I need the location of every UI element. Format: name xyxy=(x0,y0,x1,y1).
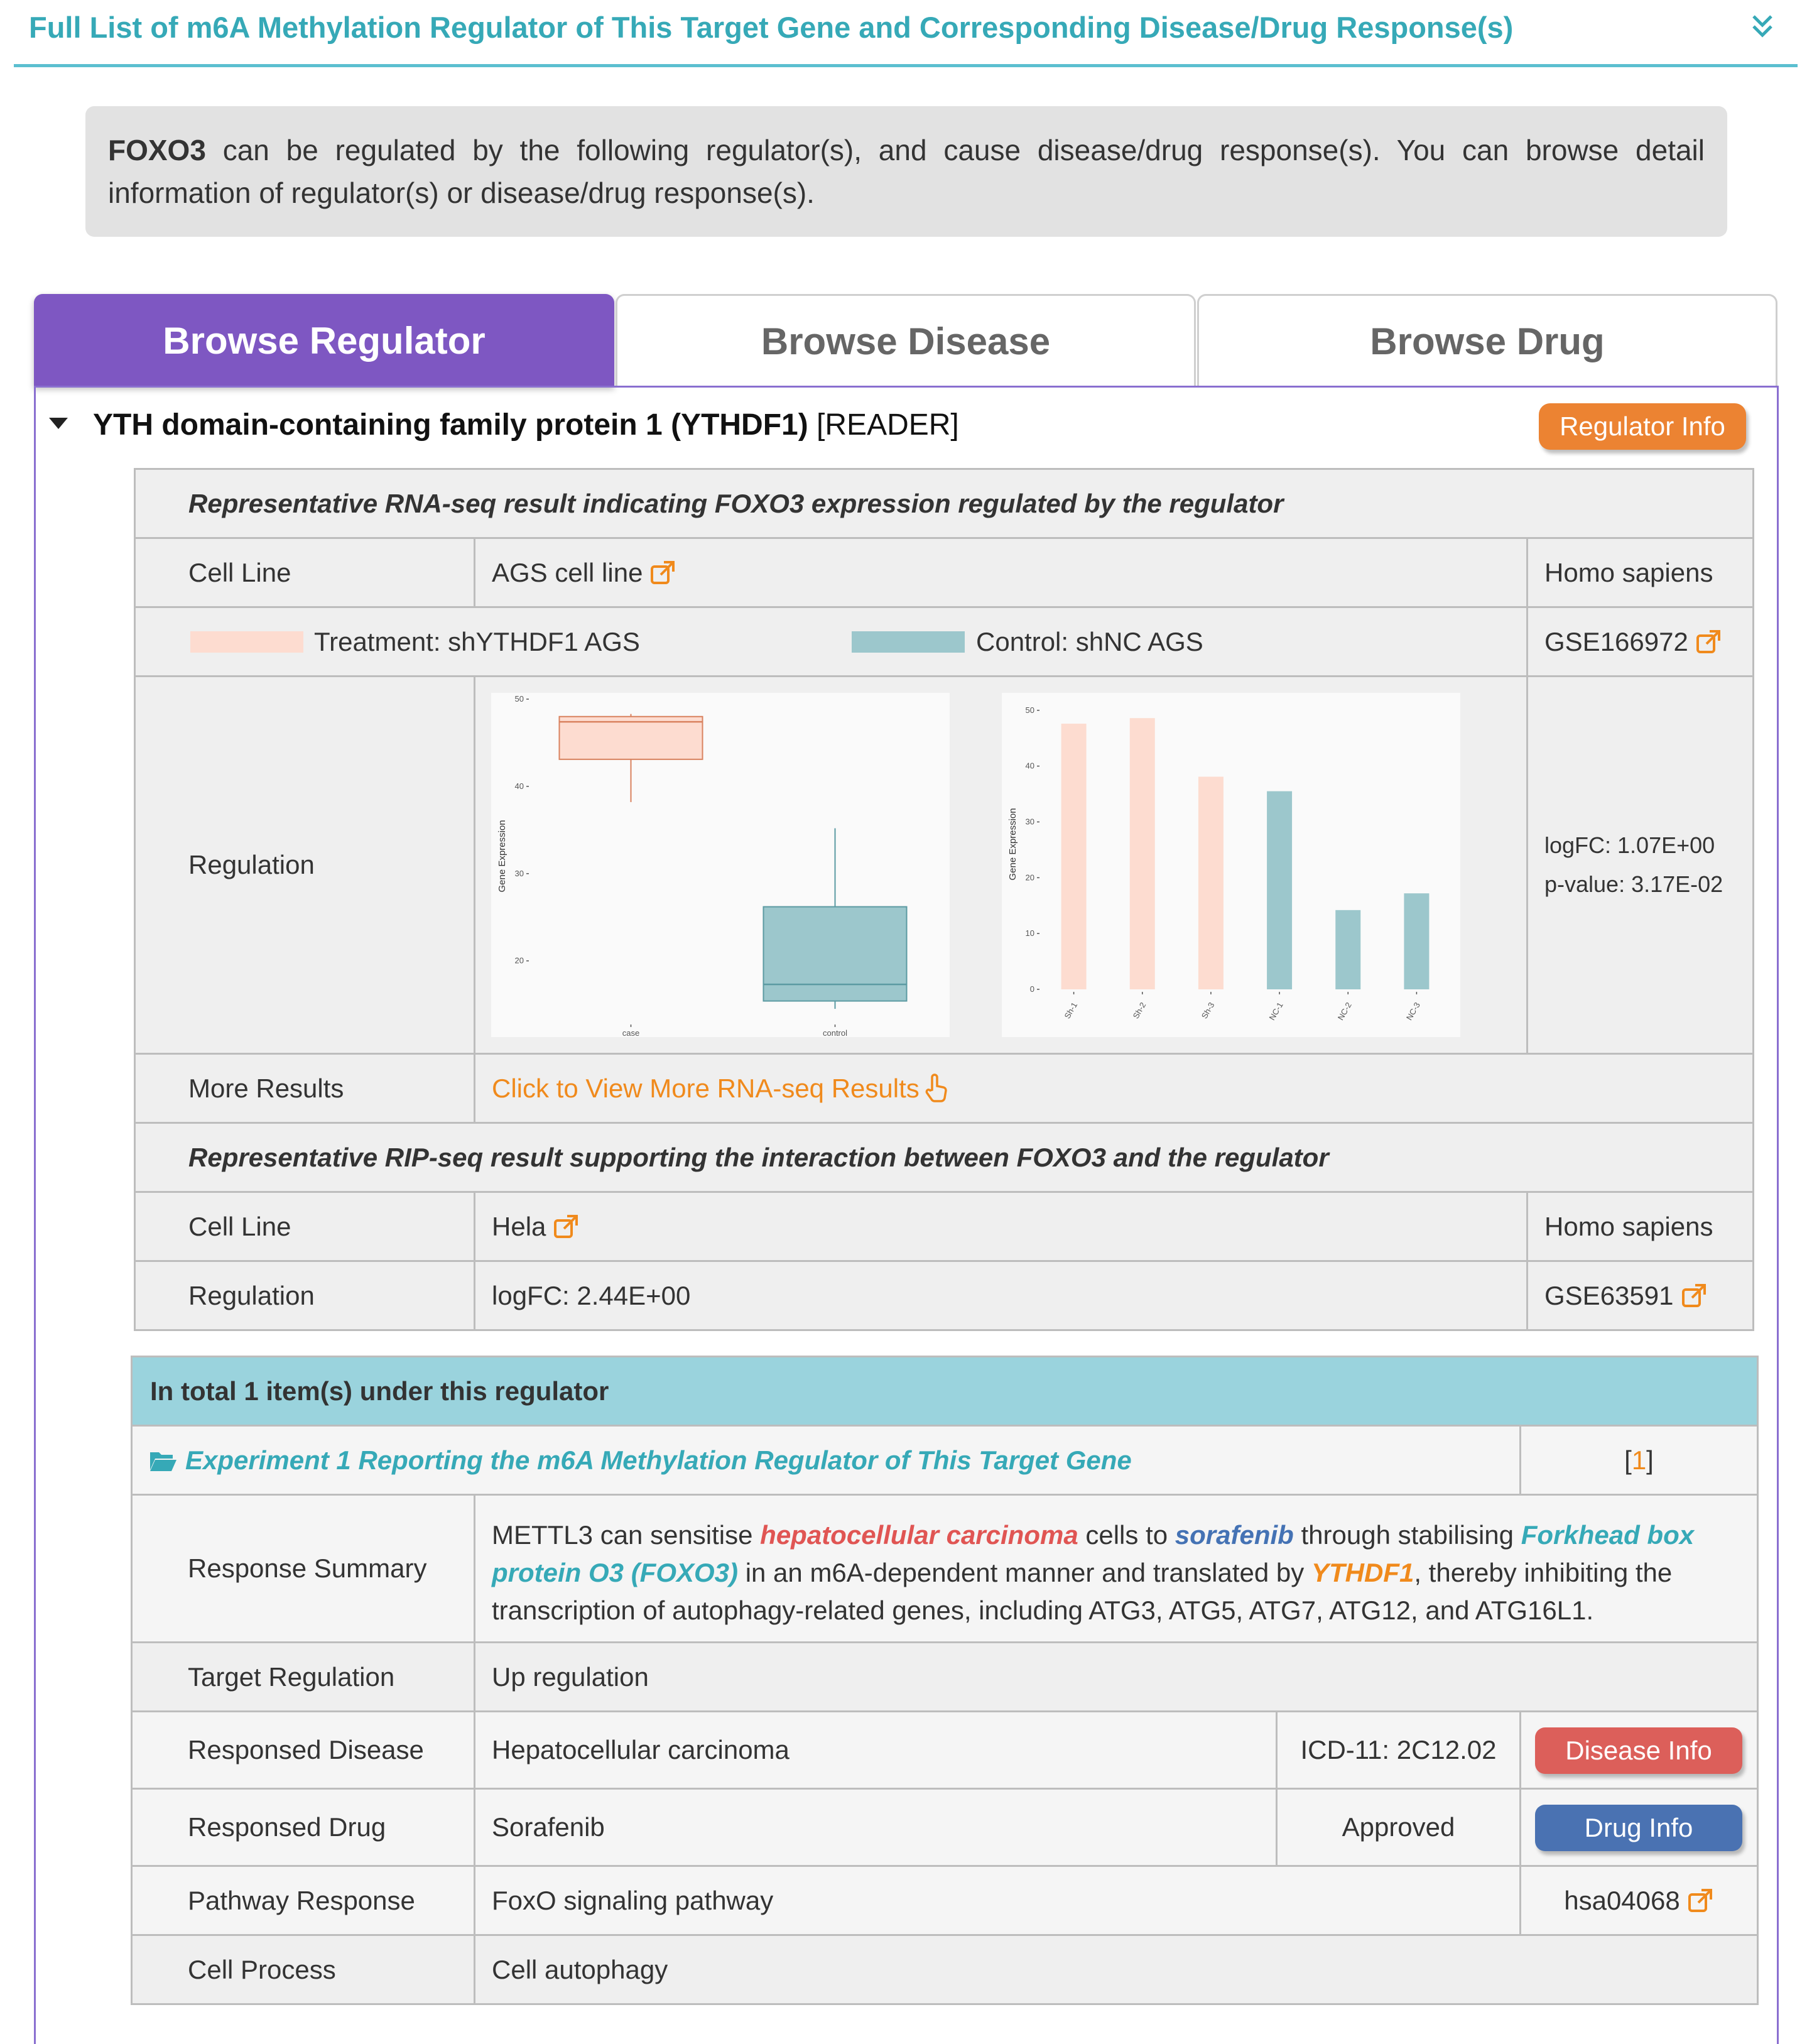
rnaseq-species: Homo sapiens xyxy=(1526,537,1754,608)
rnaseq-cellline-label: Cell Line xyxy=(134,537,475,608)
x-tick-label: Sh-1 xyxy=(1062,1001,1080,1021)
external-link-icon[interactable] xyxy=(1695,628,1722,656)
ripseq-species: Homo sapiens xyxy=(1526,1191,1754,1262)
disease-label: Responsed Disease xyxy=(131,1710,475,1790)
rnaseq-pvalue: p-value: 3.17E-02 xyxy=(1544,871,1723,897)
ref-bracket-open: [ xyxy=(1624,1445,1632,1475)
disease-info-button[interactable]: Disease Info xyxy=(1535,1727,1742,1774)
bar-Sh-1 xyxy=(1061,724,1087,989)
expand-caret-icon[interactable] xyxy=(49,418,68,429)
ripseq-cellline-link[interactable]: Hela xyxy=(492,1211,546,1241)
x-tick-label: NC-1 xyxy=(1267,1001,1285,1022)
experiment-title[interactable]: Experiment 1 Reporting the m6A Methylation Regulator of This Target Gene xyxy=(185,1445,1132,1475)
x-tick-label: case xyxy=(622,1028,640,1037)
y-tick-label: 40 xyxy=(514,781,524,791)
x-tick-label: Sh-3 xyxy=(1199,1001,1217,1021)
disease-value: Hepatocellular carcinoma xyxy=(474,1710,1278,1790)
collapse-chevron-icon[interactable] xyxy=(1750,13,1775,40)
process-label: Cell Process xyxy=(131,1934,475,2005)
y-axis-label: Gene Expression xyxy=(497,820,507,893)
intro-box xyxy=(85,106,1727,237)
summary-part: METTL3 can sensitise xyxy=(492,1520,761,1550)
summary-part: through stabilising xyxy=(1293,1520,1521,1550)
summary-part: , thereby inhibiting the transcription of autophagy-related genes, including ATG3, ATG5, ATG7, ATG12, and ATG16L1. xyxy=(492,1558,1673,1625)
y-tick-label: 50 xyxy=(1025,705,1034,715)
summary-part: in an m6A-dependent manner and translated by xyxy=(738,1558,1311,1587)
summary-text xyxy=(474,1494,1759,1643)
experiments-total: In total 1 item(s) under this regulator xyxy=(131,1356,1759,1427)
control-label: Control: shNC AGS xyxy=(976,627,1203,656)
control-swatch xyxy=(852,631,965,653)
ripseq-geo-link[interactable]: GSE63591 xyxy=(1544,1280,1674,1310)
y-tick-label: 50 xyxy=(514,694,524,704)
summary-label: Response Summary xyxy=(131,1494,475,1643)
ripseq-cellline-label: Cell Line xyxy=(134,1191,475,1262)
rnaseq-header-text: Representative RNA-seq result indicating FOXO3 expression regulated by the regulator xyxy=(188,488,1284,518)
x-tick-label: control xyxy=(822,1028,848,1037)
y-tick-label: 0 xyxy=(1029,984,1034,994)
experiment-title-cell[interactable] xyxy=(131,1425,1521,1496)
x-tick-label: NC-2 xyxy=(1335,1001,1354,1022)
treatment-label: Treatment: shYTHDF1 AGS xyxy=(314,627,640,656)
treatment-swatch xyxy=(190,631,303,653)
external-link-icon[interactable] xyxy=(1680,1282,1708,1310)
target-regulation-label: Target Regulation xyxy=(131,1641,475,1712)
y-tick-label: 10 xyxy=(1025,928,1034,938)
pathway-label: Pathway Response xyxy=(131,1865,475,1936)
more-results-cell xyxy=(474,1053,1754,1124)
rnaseq-header xyxy=(134,468,1754,539)
external-link-icon[interactable] xyxy=(649,559,676,587)
x-tick-label: NC-3 xyxy=(1404,1001,1423,1022)
more-results-label: More Results xyxy=(134,1053,475,1124)
tab-browse-drug[interactable]: Browse Drug xyxy=(1197,294,1777,387)
box-control xyxy=(764,907,907,1001)
drug-value: Sorafenib xyxy=(474,1788,1278,1867)
ripseq-geo-cell xyxy=(1526,1260,1754,1331)
x-tick-label: Sh-2 xyxy=(1131,1001,1148,1021)
pathway-id-cell xyxy=(1519,1865,1759,1936)
regulator-name: YTH domain-containing family protein 1 (YTHDF1) xyxy=(93,408,808,442)
bar-NC-2 xyxy=(1335,910,1360,989)
section-divider xyxy=(14,64,1798,67)
bar-NC-3 xyxy=(1404,893,1429,989)
intro-text: can be regulated by the following regulator(s), and cause disease/drug response(s). You can browse detail information of regulator(s) or disease/drug response(s). xyxy=(108,134,1705,209)
section-title[interactable]: Full List of m6A Methylation Regulator of This Target Gene and Corresponding Disease/Drug Response(s) xyxy=(29,11,1514,44)
drug-status: Approved xyxy=(1276,1788,1521,1867)
bar-Sh-3 xyxy=(1198,776,1224,989)
rnaseq-stats xyxy=(1526,675,1754,1055)
bar-Sh-2 xyxy=(1130,718,1155,989)
summary-part: cells to xyxy=(1078,1520,1175,1550)
summary-disease: hepatocellular carcinoma xyxy=(760,1520,1078,1550)
rnaseq-logfc: logFC: 1.07E+00 xyxy=(1544,832,1715,858)
summary-target: Forkhead box protein O3 (FOXO3) xyxy=(492,1520,1695,1587)
tab-browse-regulator[interactable]: Browse Regulator xyxy=(34,294,614,387)
y-tick-label: 30 xyxy=(514,868,524,878)
intro-gene: FOXO3 xyxy=(108,134,206,166)
pointing-hand-icon[interactable] xyxy=(925,1074,950,1104)
ref-bracket-close: ] xyxy=(1646,1445,1654,1475)
rnaseq-regulation-label: Regulation xyxy=(134,675,475,1055)
pathway-id-link[interactable]: hsa04068 xyxy=(1564,1885,1680,1915)
tab-browse-disease[interactable]: Browse Disease xyxy=(616,294,1196,387)
box-case xyxy=(560,717,703,759)
ripseq-header-text: Representative RIP-seq result supporting the interaction between FOXO3 and the regulator xyxy=(188,1142,1329,1172)
ripseq-cellline-cell xyxy=(474,1191,1528,1262)
rnaseq-geo-cell xyxy=(1526,606,1754,677)
disease-icd: ICD-11: 2C12.02 xyxy=(1276,1710,1521,1790)
rnaseq-cellline-cell xyxy=(474,537,1528,608)
more-results-link[interactable]: Click to View More RNA-seq Results xyxy=(492,1073,920,1103)
drug-label: Responsed Drug xyxy=(131,1788,475,1867)
folder-open-icon xyxy=(149,1449,178,1472)
y-tick-label: 30 xyxy=(1025,817,1034,827)
regulator-info-button[interactable]: Regulator Info xyxy=(1539,403,1746,450)
experiment-ref xyxy=(1519,1425,1759,1496)
rnaseq-cellline-link[interactable]: AGS cell line xyxy=(492,557,643,587)
ripseq-regulation-label: Regulation xyxy=(134,1260,475,1331)
target-regulation-value: Up regulation xyxy=(474,1641,1759,1712)
external-link-icon[interactable] xyxy=(552,1213,580,1241)
rnaseq-geo-link[interactable]: GSE166972 xyxy=(1544,626,1688,656)
ripseq-header xyxy=(134,1122,1754,1193)
expression-barplot xyxy=(1002,693,1460,1037)
drug-info-button[interactable]: Drug Info xyxy=(1535,1805,1742,1851)
pathway-value: FoxO signaling pathway xyxy=(474,1865,1521,1936)
y-axis-label: Gene Expression xyxy=(1007,808,1018,881)
expression-boxplot xyxy=(491,693,950,1037)
ripseq-logfc: logFC: 2.44E+00 xyxy=(474,1260,1528,1331)
y-tick-label: 20 xyxy=(514,955,524,965)
rnaseq-legend-row xyxy=(134,606,1528,677)
y-tick-label: 20 xyxy=(1025,873,1034,883)
regulator-title[interactable] xyxy=(93,405,959,446)
external-link-icon[interactable] xyxy=(1686,1887,1714,1915)
summary-regulator: YTHDF1 xyxy=(1311,1558,1414,1587)
summary-drug: sorafenib xyxy=(1175,1520,1294,1550)
y-tick-label: 40 xyxy=(1025,761,1034,771)
reference-link[interactable]: 1 xyxy=(1631,1445,1647,1475)
bar-NC-1 xyxy=(1267,791,1292,989)
regulator-role: [READER] xyxy=(808,408,959,442)
process-value: Cell autophagy xyxy=(474,1934,1759,2005)
